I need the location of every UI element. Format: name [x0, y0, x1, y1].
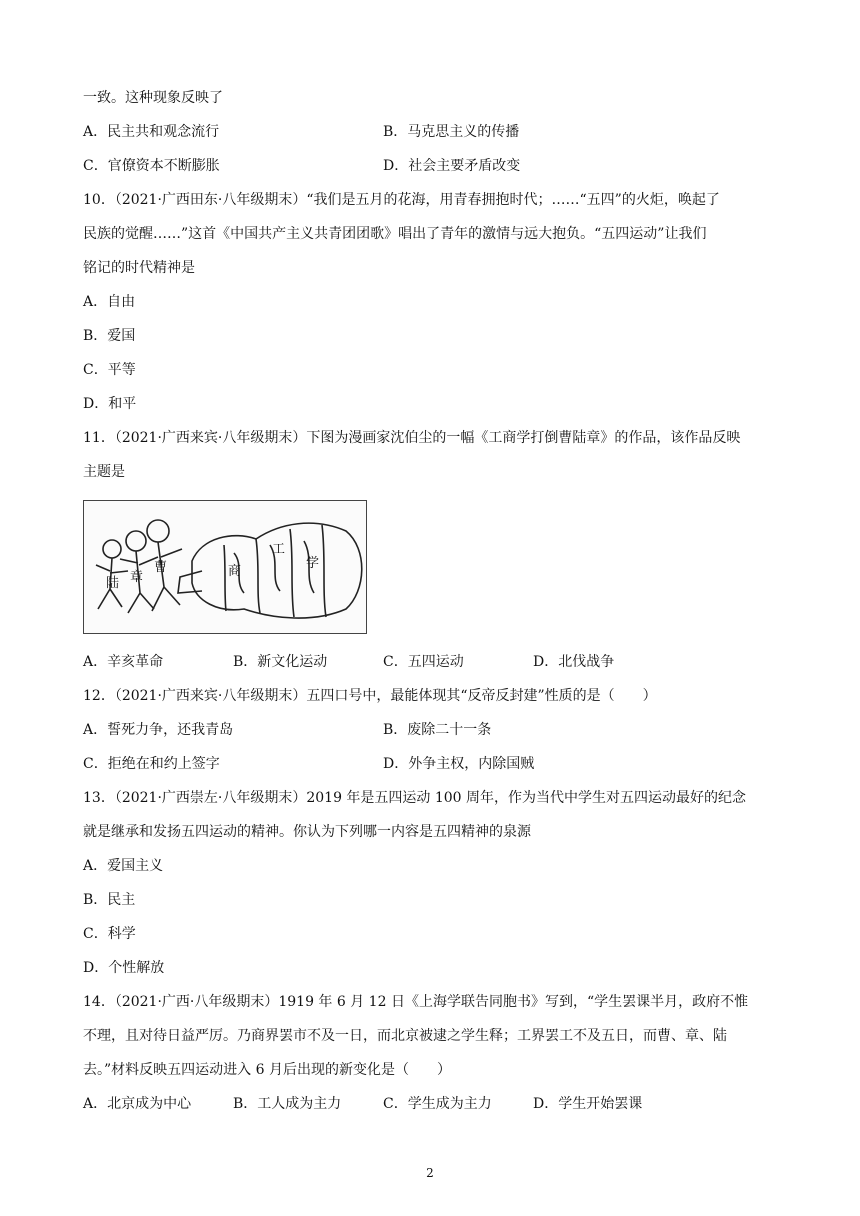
option-d: D．个性解放 — [83, 960, 165, 976]
option-b: B．爱国 — [83, 328, 136, 344]
option-b: B．马克思主义的传播 — [383, 124, 520, 140]
question-stem: 11．（2021·广西来宾·八年级期末）下图为漫画家沈伯尘的一幅《工商学打倒曹陆章》的作品，该作品反映 — [83, 430, 741, 446]
option-c: C．学生成为主力 — [383, 1096, 492, 1112]
option-b: B．废除二十一条 — [383, 722, 492, 738]
option-d: D．社会主要矛盾改变 — [383, 158, 521, 174]
question-stem: 铭记的时代精神是 — [83, 260, 195, 276]
option-a: A．爱国主义 — [83, 858, 164, 874]
option-c: C．科学 — [83, 926, 136, 942]
question-stem: 就是继承和发扬五四运动的精神。你认为下列哪一内容是五四精神的泉源 — [83, 824, 531, 840]
question-stem: 10．（2021·广西田东·八年级期末）“我们是五月的花海，用青春拥抱时代；……“五四”的火炬，唤起了 — [83, 192, 720, 208]
page-number: 2 — [426, 1166, 434, 1180]
option-a: A．辛亥革命 — [83, 654, 164, 670]
cartoon-label: 陆 — [106, 576, 120, 591]
option-b: B．民主 — [83, 892, 136, 908]
cartoon-label: 商 — [228, 564, 242, 579]
option-a: A．誓死力争，还我青岛 — [83, 722, 234, 738]
option-c: C．五四运动 — [383, 654, 464, 670]
option-b: B．新文化运动 — [233, 654, 328, 670]
cartoon-drawing — [84, 501, 365, 632]
text-line: 一致。这种现象反映了 — [83, 90, 223, 106]
option-c: C．官僚资本不断膨胀 — [83, 158, 220, 174]
option-a: A．民主共和观念流行 — [83, 124, 220, 140]
option-a: A．北京成为中心 — [83, 1096, 192, 1112]
cartoon-label: 曹 — [154, 560, 168, 575]
question-stem: 不理，且对待日益严厉。乃商界罢市不及一日，而北京被逮之学生释；工界罢工不及五日，而曹、章、陆 — [83, 1028, 727, 1044]
option-d: D．和平 — [83, 396, 137, 412]
cartoon-label: 工 — [272, 542, 286, 557]
question-stem: 13．（2021·广西崇左·八年级期末）2019 年是五四运动 100 周年，作为当代中学生对五四运动最好的纪念 — [83, 790, 747, 806]
option-c: C．平等 — [83, 362, 136, 378]
question-stem: 14．（2021·广西·八年级期末）1919 年 6 月 12 日《上海学联告同胞书》写到，“学生罢课半月，政府不惟 — [83, 994, 749, 1010]
option-b: B．工人成为主力 — [233, 1096, 342, 1112]
option-a: A．自由 — [83, 294, 136, 310]
question-stem: 去。”材料反映五四运动进入 6 月后出现的新变化是（ ） — [83, 1062, 451, 1078]
option-d: D．学生开始罢课 — [533, 1096, 643, 1112]
option-d: D．北伐战争 — [533, 654, 615, 670]
question-stem: 民族的觉醒……”这首《中国共产主义共青团团歌》唱出了青年的激情与远大抱负。“五四运动”让我们 — [83, 226, 707, 242]
question-stem: 主题是 — [83, 464, 125, 480]
cartoon-label: 章 — [130, 570, 144, 585]
cartoon-label: 学 — [306, 556, 320, 571]
option-d: D．外争主权，内除国贼 — [383, 756, 535, 772]
option-c: C．拒绝在和约上签字 — [83, 756, 220, 772]
question-stem: 12．（2021·广西来宾·八年级期末）五四口号中，最能体现其“反帝反封建”性质的是（ ） — [83, 688, 657, 704]
cartoon-image — [83, 500, 367, 634]
